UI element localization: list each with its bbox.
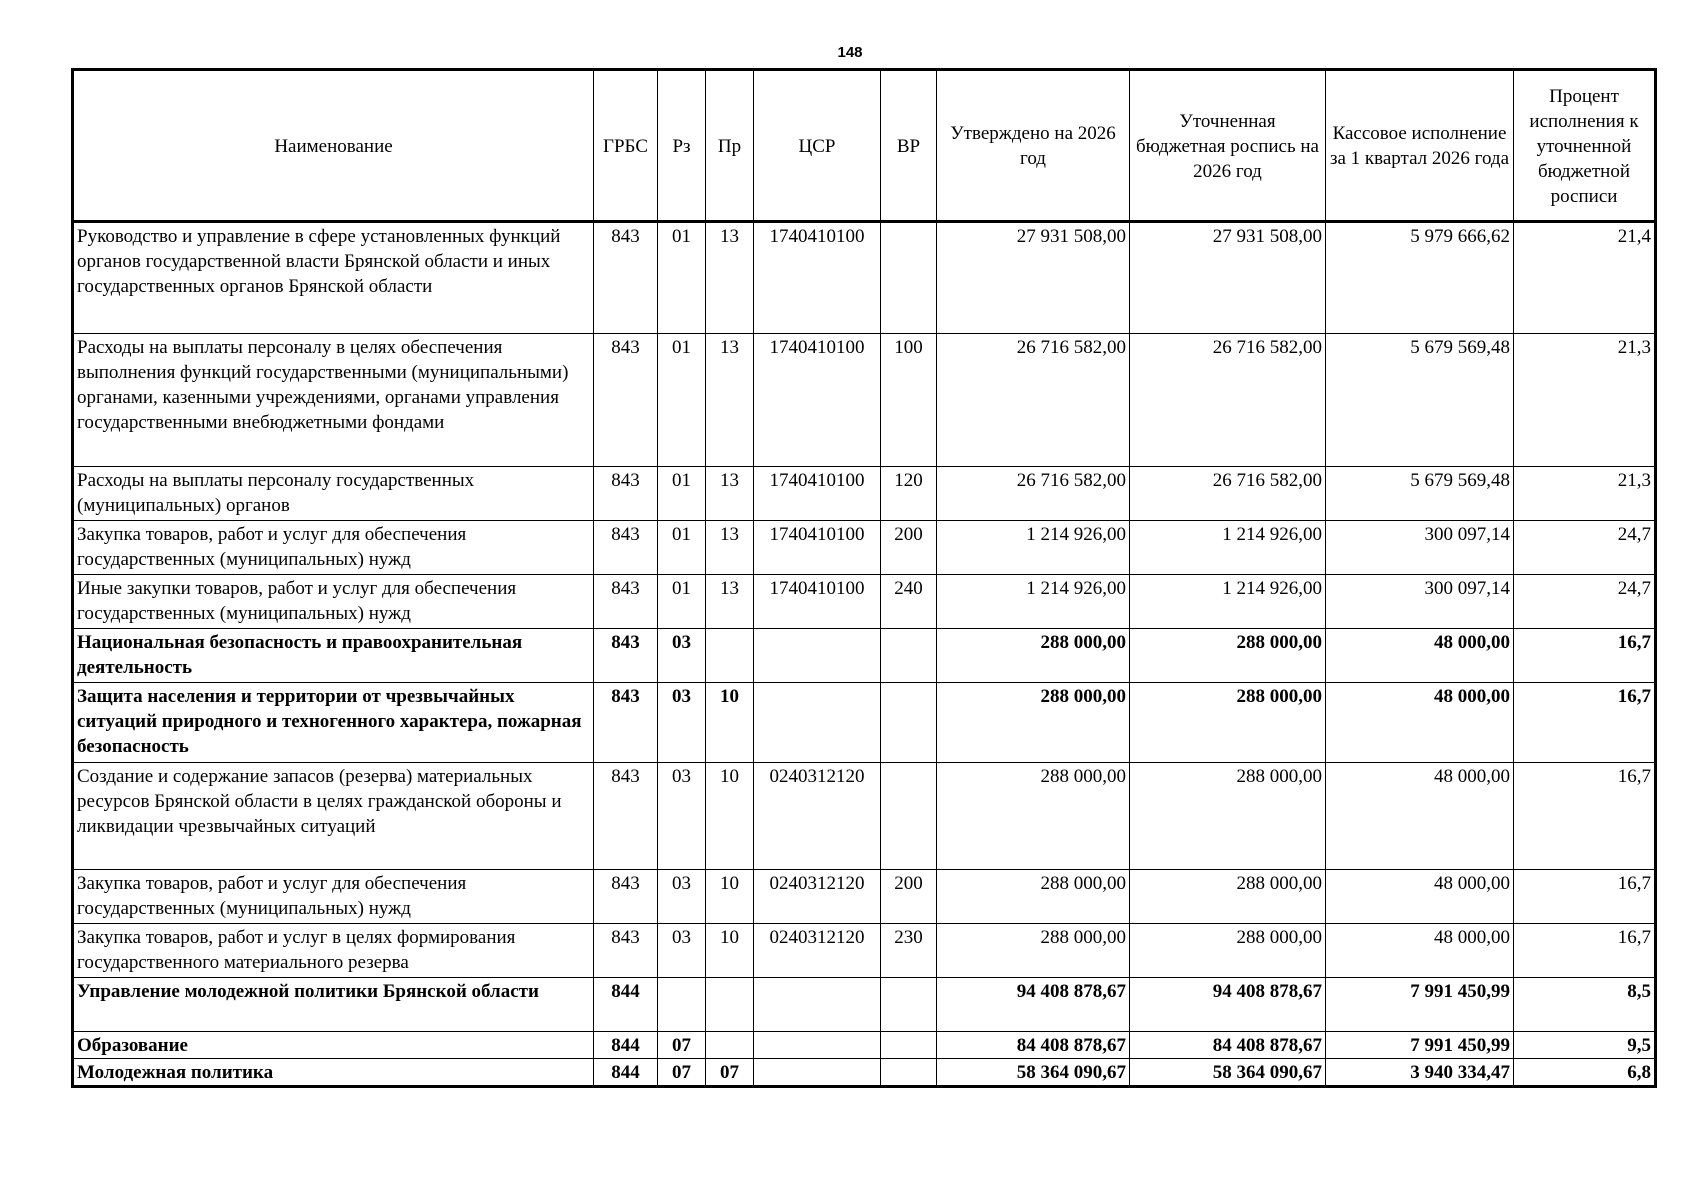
cell-grbs: 844: [594, 978, 658, 1032]
header-pr: Пр: [706, 70, 754, 222]
cell-pr: [706, 1032, 754, 1059]
cell-grbs: 843: [594, 521, 658, 575]
table-row: [73, 978, 1656, 1032]
cell-csr: [754, 978, 881, 1032]
cell-approved: 26 716 582,00: [937, 334, 1130, 467]
cell-cash: 48 000,00: [1326, 870, 1514, 924]
header-csr: ЦСР: [754, 70, 881, 222]
cell-percent: 9,5: [1514, 1032, 1656, 1059]
cell-cash: 7 991 450,99: [1326, 978, 1514, 1032]
cell-percent: 21,3: [1514, 467, 1656, 521]
cell-pr: [706, 629, 754, 683]
cell-percent: 24,7: [1514, 521, 1656, 575]
cell-cash: 48 000,00: [1326, 924, 1514, 978]
cell-percent: 16,7: [1514, 763, 1656, 870]
table-row: [73, 683, 1656, 763]
cell-vr: [881, 763, 937, 870]
cell-name: Руководство и управление в сфере установленных функций органов государственной власти Брянской области и иных государственных органов Брянской области: [73, 222, 594, 334]
cell-grbs: 844: [594, 1032, 658, 1059]
table-row: [73, 521, 1656, 575]
cell-rz: 07: [658, 1032, 706, 1059]
page-number: 148: [837, 44, 863, 61]
cell-refined: 288 000,00: [1130, 683, 1326, 763]
cell-csr: 1740410100: [754, 467, 881, 521]
header-vr: ВР: [881, 70, 937, 222]
cell-grbs: 843: [594, 870, 658, 924]
cell-approved: 1 214 926,00: [937, 575, 1130, 629]
cell-grbs: 843: [594, 467, 658, 521]
cell-refined: 1 214 926,00: [1130, 521, 1326, 575]
cell-percent: 16,7: [1514, 683, 1656, 763]
cell-refined: 288 000,00: [1130, 870, 1326, 924]
cell-pr: 10: [706, 924, 754, 978]
cell-rz: 01: [658, 222, 706, 334]
cell-rz: 01: [658, 334, 706, 467]
cell-name: Молодежная политика: [73, 1059, 594, 1087]
cell-csr: [754, 1059, 881, 1087]
cell-rz: 01: [658, 575, 706, 629]
cell-vr: [881, 978, 937, 1032]
cell-csr: [754, 629, 881, 683]
cell-percent: 24,7: [1514, 575, 1656, 629]
cell-pr: 13: [706, 575, 754, 629]
cell-refined: 58 364 090,67: [1130, 1059, 1326, 1087]
cell-grbs: 843: [594, 763, 658, 870]
table-header-row: [73, 70, 1656, 222]
cell-csr: 1740410100: [754, 575, 881, 629]
cell-refined: 288 000,00: [1130, 629, 1326, 683]
cell-approved: 27 931 508,00: [937, 222, 1130, 334]
cell-name: Закупка товаров, работ и услуг для обеспечения государственных (муниципальных) нужд: [73, 521, 594, 575]
cell-name: Расходы на выплаты персоналу в целях обеспечения выполнения функций государственными (муниципальными) органами, казенными учреждениями, органами управления государственными внебюджетными фондами: [73, 334, 594, 467]
cell-refined: 94 408 878,67: [1130, 978, 1326, 1032]
cell-vr: 200: [881, 870, 937, 924]
cell-percent: 16,7: [1514, 629, 1656, 683]
table-row: [73, 870, 1656, 924]
table-row: [73, 334, 1656, 467]
cell-name: Иные закупки товаров, работ и услуг для обеспечения государственных (муниципальных) нужд: [73, 575, 594, 629]
cell-cash: 5 679 569,48: [1326, 467, 1514, 521]
cell-name: Управление молодежной политики Брянской области: [73, 978, 594, 1032]
cell-csr: 0240312120: [754, 924, 881, 978]
cell-refined: 27 931 508,00: [1130, 222, 1326, 334]
cell-approved: 288 000,00: [937, 629, 1130, 683]
cell-rz: 03: [658, 629, 706, 683]
cell-approved: 288 000,00: [937, 683, 1130, 763]
cell-csr: [754, 1032, 881, 1059]
cell-name: Закупка товаров, работ и услуг в целях формирования государственного материального резерва: [73, 924, 594, 978]
cell-rz: 03: [658, 683, 706, 763]
cell-name: Закупка товаров, работ и услуг для обеспечения государственных (муниципальных) нужд: [73, 870, 594, 924]
cell-grbs: 843: [594, 629, 658, 683]
cell-approved: 1 214 926,00: [937, 521, 1130, 575]
table-row: [73, 467, 1656, 521]
cell-refined: 288 000,00: [1130, 763, 1326, 870]
cell-cash: 300 097,14: [1326, 575, 1514, 629]
cell-cash: 48 000,00: [1326, 763, 1514, 870]
table-row: [73, 222, 1656, 334]
cell-pr: 13: [706, 467, 754, 521]
cell-refined: 288 000,00: [1130, 924, 1326, 978]
cell-grbs: 843: [594, 683, 658, 763]
cell-percent: 6,8: [1514, 1059, 1656, 1087]
cell-cash: 48 000,00: [1326, 629, 1514, 683]
cell-grbs: 844: [594, 1059, 658, 1087]
cell-name: Создание и содержание запасов (резерва) материальных ресурсов Брянской области в целях гражданской обороны и ликвидации чрезвычайных ситуаций: [73, 763, 594, 870]
cell-vr: 200: [881, 521, 937, 575]
cell-approved: 58 364 090,67: [937, 1059, 1130, 1087]
cell-csr: 0240312120: [754, 763, 881, 870]
cell-vr: [881, 629, 937, 683]
header-cash: Кассовое исполнение за 1 квартал 2026 года: [1326, 70, 1514, 222]
cell-name: Образование: [73, 1032, 594, 1059]
cell-vr: [881, 1032, 937, 1059]
cell-refined: 26 716 582,00: [1130, 467, 1326, 521]
table-row: [73, 1059, 1656, 1087]
cell-name: Национальная безопасность и правоохранительная деятельность: [73, 629, 594, 683]
cell-pr: 10: [706, 763, 754, 870]
cell-refined: 84 408 878,67: [1130, 1032, 1326, 1059]
cell-pr: [706, 978, 754, 1032]
cell-csr: 1740410100: [754, 222, 881, 334]
cell-rz: 03: [658, 763, 706, 870]
cell-grbs: 843: [594, 575, 658, 629]
cell-csr: 0240312120: [754, 870, 881, 924]
table-row: [73, 1032, 1656, 1059]
cell-csr: 1740410100: [754, 521, 881, 575]
cell-vr: 120: [881, 467, 937, 521]
cell-cash: 48 000,00: [1326, 683, 1514, 763]
table-row: [73, 629, 1656, 683]
cell-rz: 01: [658, 521, 706, 575]
cell-rz: 03: [658, 870, 706, 924]
cell-cash: 3 940 334,47: [1326, 1059, 1514, 1087]
cell-rz: 01: [658, 467, 706, 521]
cell-pr: 07: [706, 1059, 754, 1087]
cell-vr: [881, 683, 937, 763]
cell-rz: 07: [658, 1059, 706, 1087]
cell-approved: 288 000,00: [937, 870, 1130, 924]
cell-approved: 94 408 878,67: [937, 978, 1130, 1032]
cell-pr: 10: [706, 683, 754, 763]
cell-vr: 240: [881, 575, 937, 629]
cell-name: Расходы на выплаты персоналу государственных (муниципальных) органов: [73, 467, 594, 521]
cell-approved: 26 716 582,00: [937, 467, 1130, 521]
cell-rz: 03: [658, 924, 706, 978]
table-row: [73, 575, 1656, 629]
cell-name: Защита населения и территории от чрезвычайных ситуаций природного и техногенного характера, пожарная безопасность: [73, 683, 594, 763]
cell-grbs: 843: [594, 924, 658, 978]
header-rz: Рз: [658, 70, 706, 222]
cell-percent: 16,7: [1514, 924, 1656, 978]
cell-refined: 26 716 582,00: [1130, 334, 1326, 467]
cell-vr: [881, 222, 937, 334]
cell-csr: 1740410100: [754, 334, 881, 467]
table-row: [73, 924, 1656, 978]
cell-cash: 5 979 666,62: [1326, 222, 1514, 334]
cell-percent: 21,3: [1514, 334, 1656, 467]
cell-cash: 7 991 450,99: [1326, 1032, 1514, 1059]
cell-grbs: 843: [594, 334, 658, 467]
cell-pr: 13: [706, 222, 754, 334]
cell-refined: 1 214 926,00: [1130, 575, 1326, 629]
cell-approved: 288 000,00: [937, 763, 1130, 870]
cell-pr: 13: [706, 334, 754, 467]
table-body: [73, 222, 1656, 1087]
cell-percent: 16,7: [1514, 870, 1656, 924]
cell-percent: 8,5: [1514, 978, 1656, 1032]
cell-rz: [658, 978, 706, 1032]
cell-percent: 21,4: [1514, 222, 1656, 334]
header-name: Наименование: [73, 70, 594, 222]
header-refined: Уточненная бюджетная роспись на 2026 год: [1130, 70, 1326, 222]
header-percent: Процент исполнения к уточненной бюджетной росписи: [1514, 70, 1656, 222]
header-grbs: ГРБС: [594, 70, 658, 222]
cell-approved: 288 000,00: [937, 924, 1130, 978]
header-approved: Утверждено на 2026 год: [937, 70, 1130, 222]
cell-grbs: 843: [594, 222, 658, 334]
cell-vr: 100: [881, 334, 937, 467]
cell-cash: 5 679 569,48: [1326, 334, 1514, 467]
cell-csr: [754, 683, 881, 763]
cell-vr: 230: [881, 924, 937, 978]
cell-pr: 10: [706, 870, 754, 924]
cell-approved: 84 408 878,67: [937, 1032, 1130, 1059]
budget-execution-table: [71, 68, 1657, 1088]
cell-vr: [881, 1059, 937, 1087]
cell-pr: 13: [706, 521, 754, 575]
cell-cash: 300 097,14: [1326, 521, 1514, 575]
table-row: [73, 763, 1656, 870]
